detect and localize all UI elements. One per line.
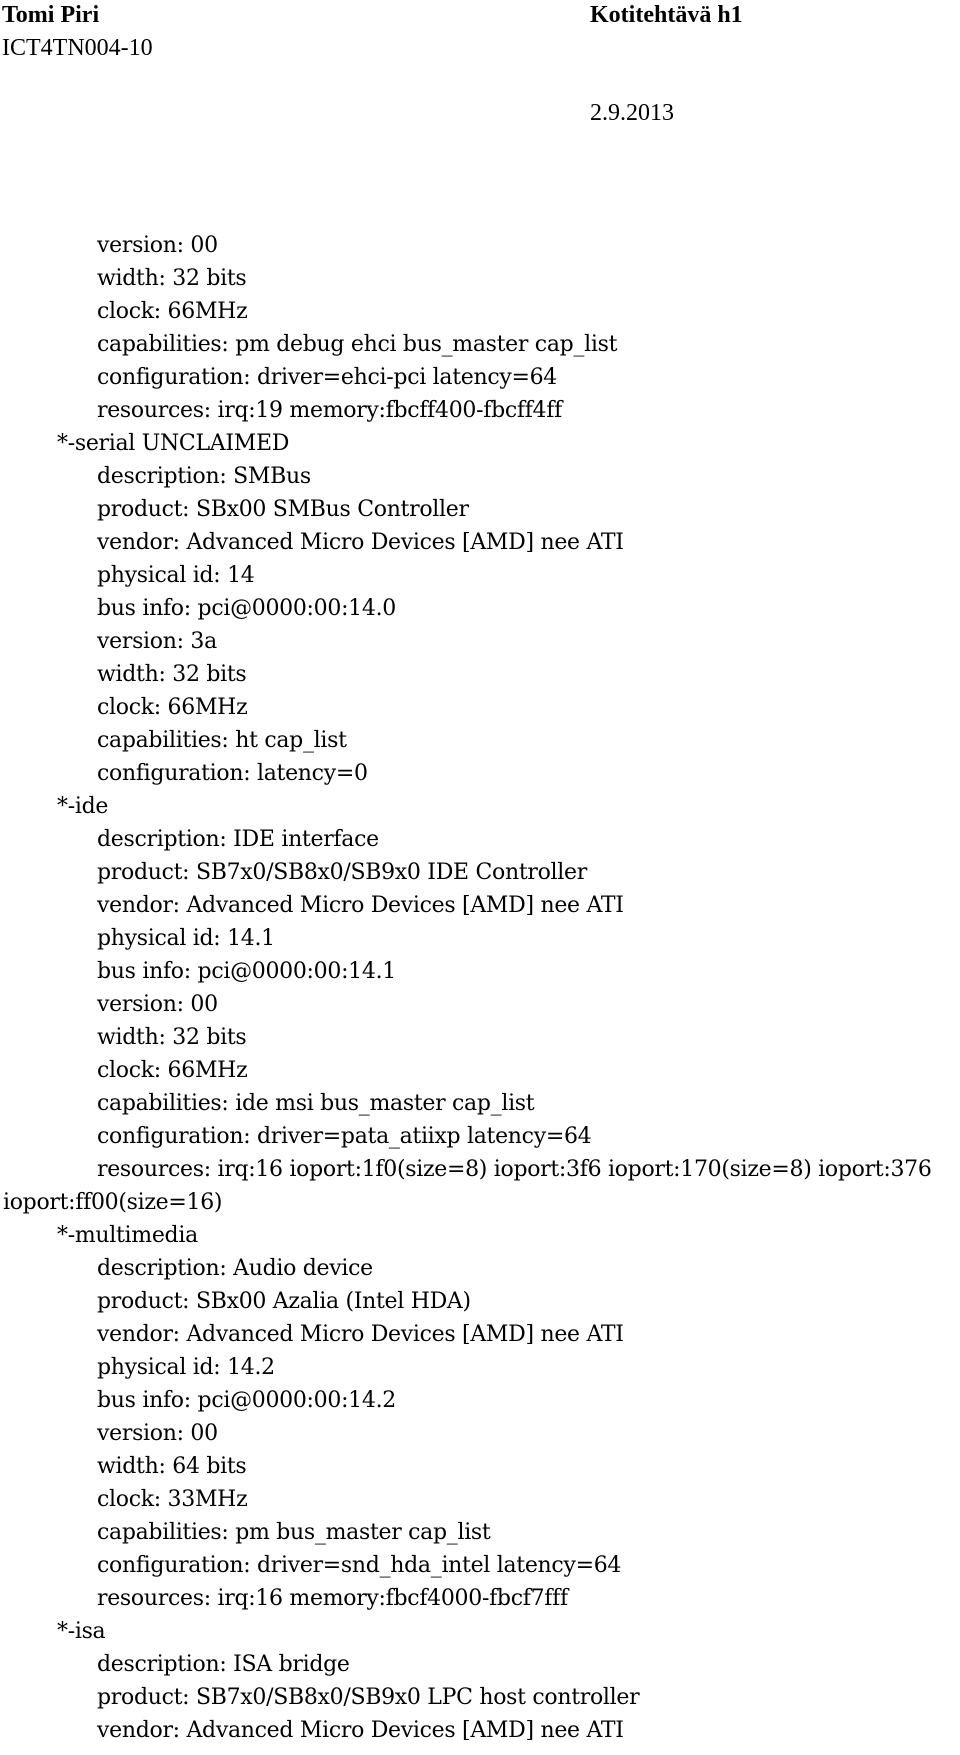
device-node-line: *-isa <box>57 1619 106 1644</box>
listing-line: vendor: Advanced Micro Devices [AMD] nee ATI <box>97 893 624 918</box>
listing-line: configuration: driver=snd_hda_intel latency=64 <box>97 1553 622 1578</box>
listing-line: bus info: pci@0000:00:14.0 <box>97 596 396 621</box>
listing-line: physical id: 14.2 <box>97 1355 275 1380</box>
listing-line: clock: 33MHz <box>97 1487 248 1512</box>
listing-line: version: 00 <box>97 992 218 1017</box>
listing-line: vendor: Advanced Micro Devices [AMD] nee ATI <box>97 530 624 555</box>
listing-line: resources: irq:19 memory:fbcff400-fbcff4ff <box>97 398 562 423</box>
hardware-listing <box>0 229 960 1747</box>
listing-line: description: SMBus <box>97 464 311 489</box>
listing-line: capabilities: ht cap_list <box>97 728 347 753</box>
listing-line: clock: 66MHz <box>97 299 248 324</box>
document-date: 2.9.2013 <box>590 100 674 126</box>
listing-line: width: 32 bits <box>97 266 247 291</box>
listing-line: physical id: 14.1 <box>97 926 275 951</box>
listing-line: width: 32 bits <box>97 662 247 687</box>
listing-line: resources: irq:16 memory:fbcf4000-fbcf7fff <box>97 1586 568 1611</box>
listing-line: bus info: pci@0000:00:14.1 <box>97 959 396 984</box>
listing-line: product: SBx00 SMBus Controller <box>97 497 469 522</box>
device-node-line: *-ide <box>57 794 109 819</box>
listing-line: bus info: pci@0000:00:14.2 <box>97 1388 396 1413</box>
assignment-title: Kotitehtävä h1 <box>590 2 743 28</box>
listing-line: clock: 66MHz <box>97 695 248 720</box>
listing-line: clock: 66MHz <box>97 1058 248 1083</box>
author-name: Tomi Piri <box>2 2 100 28</box>
listing-line: description: IDE interface <box>97 827 379 852</box>
listing-line: ioport:ff00(size=16) <box>3 1190 223 1215</box>
listing-line: configuration: driver=ehci-pci latency=64 <box>97 365 558 390</box>
listing-line: configuration: driver=pata_atiixp latency=64 <box>97 1124 592 1149</box>
listing-line: description: Audio device <box>97 1256 373 1281</box>
course-code: ICT4TN004-10 <box>2 35 153 61</box>
listing-line: product: SB7x0/SB8x0/SB9x0 IDE Controller <box>97 860 587 885</box>
listing-line: capabilities: ide msi bus_master cap_list <box>97 1091 535 1116</box>
listing-line: description: ISA bridge <box>97 1652 350 1677</box>
listing-line: vendor: Advanced Micro Devices [AMD] nee ATI <box>97 1322 624 1347</box>
listing-line: vendor: Advanced Micro Devices [AMD] nee ATI <box>97 1718 624 1743</box>
listing-line: capabilities: pm debug ehci bus_master cap_list <box>97 332 618 357</box>
listing-line: product: SB7x0/SB8x0/SB9x0 LPC host controller <box>97 1685 640 1710</box>
listing-line: capabilities: pm bus_master cap_list <box>97 1520 491 1545</box>
listing-line: version: 00 <box>97 1421 218 1446</box>
listing-line: configuration: latency=0 <box>97 761 368 786</box>
listing-line: width: 32 bits <box>97 1025 247 1050</box>
device-node-line: *-multimedia <box>57 1223 198 1248</box>
listing-line: product: SBx00 Azalia (Intel HDA) <box>97 1289 471 1314</box>
device-node-line: *-serial UNCLAIMED <box>57 431 290 456</box>
listing-line: physical id: 14 <box>97 563 255 588</box>
listing-line: width: 64 bits <box>97 1454 247 1479</box>
listing-line: version: 3a <box>97 629 217 654</box>
listing-line: resources: irq:16 ioport:1f0(size=8) ioport:3f6 ioport:170(size=8) ioport:376 <box>97 1157 932 1182</box>
listing-line: version: 00 <box>97 233 218 258</box>
